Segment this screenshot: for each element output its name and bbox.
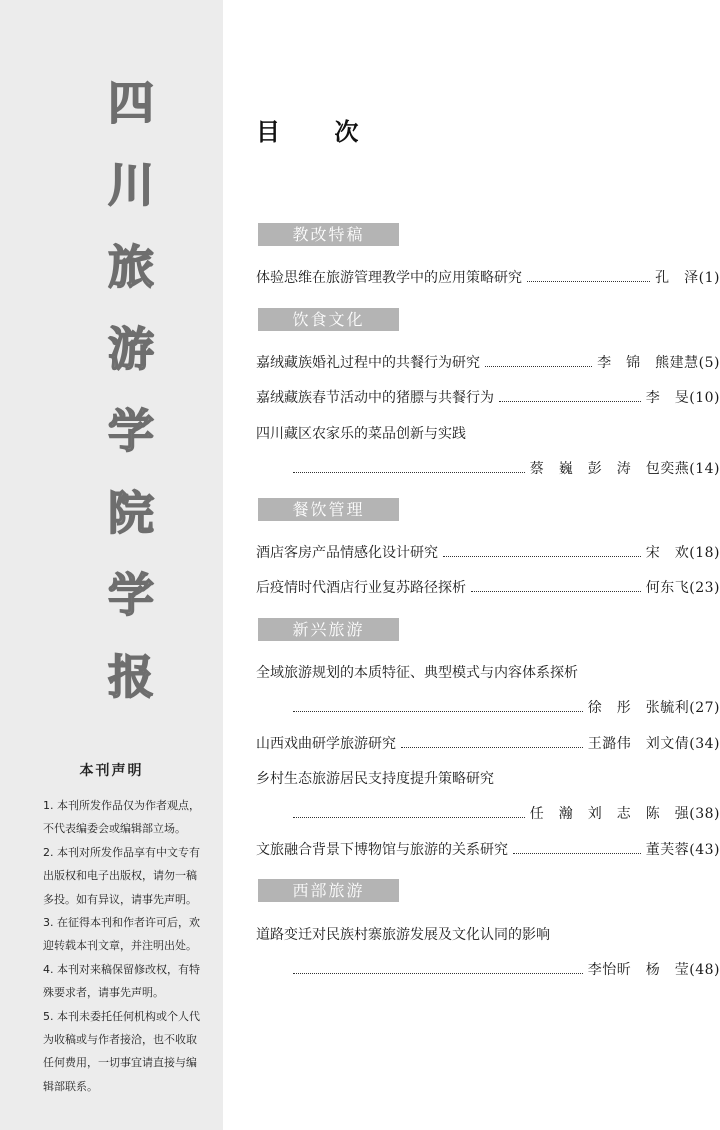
toc-entry-continuation bbox=[293, 455, 720, 481]
article-authors: 任 瀚 刘 志 陈 强(38) bbox=[529, 806, 720, 822]
notice-line: 殊要求者，请事先声明。 bbox=[43, 986, 164, 1000]
leader-dots bbox=[527, 281, 650, 282]
leader-dots bbox=[293, 817, 525, 818]
article-title[interactable]: 酒店客房产品情感化设计研究 bbox=[256, 545, 438, 561]
article-authors: 李 锦 熊建慧(5) bbox=[597, 355, 720, 371]
journal-title-char: 报 bbox=[108, 650, 154, 704]
journal-title-char: 游 bbox=[108, 322, 154, 376]
section-label: 新兴旅游 bbox=[258, 618, 399, 641]
article-title[interactable]: 后疫情时代酒店行业复苏路径探析 bbox=[256, 580, 466, 596]
article-title[interactable]: 嘉绒藏族春节活动中的猪膘与共餐行为 bbox=[256, 390, 494, 406]
article-title[interactable]: 四川藏区农家乐的菜品创新与实践 bbox=[256, 426, 466, 442]
toc-entry[interactable] bbox=[256, 349, 720, 375]
sidebar bbox=[0, 0, 223, 1130]
article-authors: 孔 泽(1) bbox=[655, 270, 720, 286]
journal-title-char: 川 bbox=[108, 158, 154, 212]
toc-entry-title-line[interactable] bbox=[256, 420, 720, 446]
leader-dots bbox=[293, 472, 525, 473]
article-authors: 何东飞(23) bbox=[645, 580, 720, 596]
toc-entry-continuation bbox=[293, 694, 720, 720]
section-label: 西部旅游 bbox=[258, 879, 399, 902]
article-authors: 李怡昕 杨 莹(48) bbox=[587, 962, 720, 978]
toc-entry-continuation bbox=[293, 800, 720, 826]
toc-entry[interactable] bbox=[256, 264, 720, 290]
notice-line: 4. 本刊对来稿保留修改权，有特 bbox=[43, 962, 200, 976]
leader-dots bbox=[499, 401, 641, 402]
journal-title-char: 学 bbox=[108, 568, 154, 622]
leader-dots bbox=[485, 366, 592, 367]
article-title[interactable]: 文旅融合背景下博物馆与旅游的关系研究 bbox=[256, 842, 508, 858]
contents-heading: 目 次 bbox=[256, 118, 359, 146]
leader-dots bbox=[471, 591, 641, 592]
notice-line: 出版权和电子出版权，请勿一稿 bbox=[43, 869, 197, 883]
leader-dots bbox=[513, 853, 641, 854]
notice-line: 3. 在征得本刊和作者许可后，欢 bbox=[43, 916, 200, 930]
journal-title-char: 四 bbox=[108, 76, 154, 130]
toc-entry[interactable] bbox=[256, 836, 720, 862]
article-title[interactable]: 体验思维在旅游管理教学中的应用策略研究 bbox=[256, 270, 522, 286]
leader-dots bbox=[443, 556, 641, 557]
notice-line: 多投。如有异议，请事先声明。 bbox=[43, 892, 197, 906]
section-label: 餐饮管理 bbox=[258, 498, 399, 521]
section-label: 饮食文化 bbox=[258, 308, 399, 331]
journal-title bbox=[95, 62, 167, 718]
toc-entry-title-line[interactable] bbox=[256, 921, 720, 947]
section-label: 教改特稿 bbox=[258, 223, 399, 246]
article-authors: 董芙蓉(43) bbox=[645, 842, 720, 858]
journal-title-char: 院 bbox=[108, 486, 154, 540]
notice-line: 迎转载本刊文章，并注明出处。 bbox=[43, 939, 197, 953]
notice-line: 不代表编委会或编辑部立场。 bbox=[43, 822, 186, 836]
journal-title-char: 学 bbox=[108, 404, 154, 458]
article-title[interactable]: 道路变迁对民族村寨旅游发展及文化认同的影响 bbox=[256, 927, 550, 943]
article-title[interactable]: 嘉绒藏族婚礼过程中的共餐行为研究 bbox=[256, 355, 480, 371]
toc-entry-continuation bbox=[293, 956, 720, 982]
toc-entry-title-line[interactable] bbox=[256, 765, 720, 791]
notice-line: 辑部联系。 bbox=[43, 1079, 98, 1093]
article-title[interactable]: 全域旅游规划的本质特征、典型模式与内容体系探析 bbox=[256, 665, 578, 681]
toc-entry[interactable] bbox=[256, 539, 720, 565]
article-title[interactable]: 山西戏曲研学旅游研究 bbox=[256, 736, 396, 752]
article-authors: 宋 欢(18) bbox=[645, 545, 720, 561]
notice-line: 为收稿或与作者接洽，也不收取 bbox=[43, 1033, 197, 1047]
notice-line: 5. 本刊未委托任何机构或个人代 bbox=[43, 1009, 200, 1023]
article-authors: 李 旻(10) bbox=[645, 390, 720, 406]
toc-entry[interactable] bbox=[256, 384, 720, 410]
notice-heading: 本刊声明 bbox=[79, 763, 144, 779]
notice-line: 任何费用，一切事宜请直接与编 bbox=[43, 1056, 197, 1070]
notice-line: 2. 本刊对所发作品享有中文专有 bbox=[43, 845, 200, 859]
article-authors: 王潞伟 刘文倩(34) bbox=[587, 736, 720, 752]
toc-entry[interactable] bbox=[256, 730, 720, 756]
notice-list bbox=[43, 794, 215, 1098]
notice-line: 1. 本刊所发作品仅为作者观点， bbox=[43, 799, 200, 812]
toc-entry[interactable] bbox=[256, 574, 720, 600]
article-title[interactable]: 乡村生态旅游居民支持度提升策略研究 bbox=[256, 771, 494, 787]
toc-entry-title-line[interactable] bbox=[256, 659, 720, 685]
leader-dots bbox=[293, 711, 583, 712]
journal-title-char: 旅 bbox=[108, 240, 154, 294]
leader-dots bbox=[401, 747, 583, 748]
article-authors: 蔡 巍 彭 涛 包奕燕(14) bbox=[529, 461, 720, 477]
leader-dots bbox=[293, 973, 583, 974]
article-authors: 徐 彤 张毓利(27) bbox=[587, 700, 720, 716]
